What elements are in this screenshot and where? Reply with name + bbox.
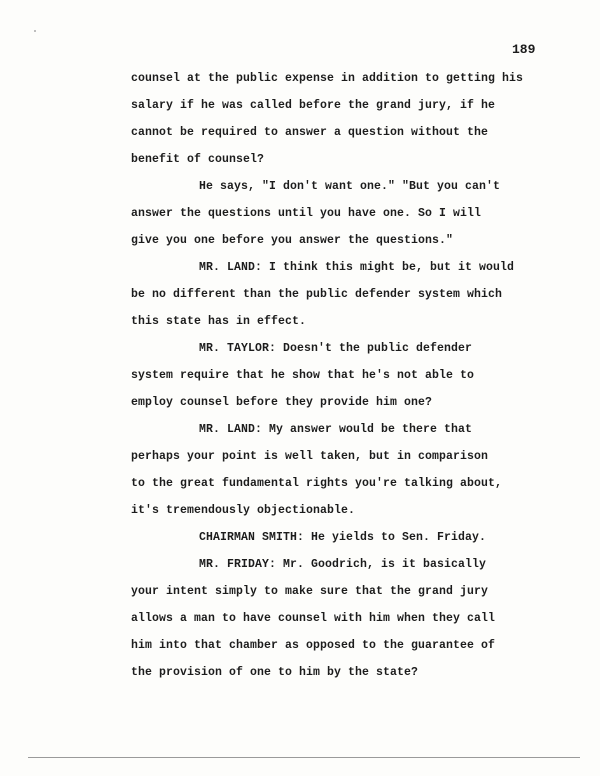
text-line: this state has in effect. [131,315,307,328]
text-line: He says, "I don't want one." "But you can't [199,180,501,193]
text-line: MR. FRIDAY: Mr. Goodrich, is it basically [199,558,487,571]
text-line: the provision of one to him by the state? [131,666,419,679]
text-line: it's tremendously objectionable. [131,504,356,517]
scan-speck [34,30,36,32]
text-line: MR. LAND: I think this might be, but it would [199,261,515,274]
text-line: be no different than the public defender system which [131,288,503,301]
text-line: to the great fundamental rights you're talking about, [131,477,503,490]
text-line: give you one before you answer the questions." [131,234,454,247]
text-line: cannot be required to answer a question without the [131,126,489,139]
text-line: counsel at the public expense in addition to getting his [131,72,524,85]
text-line: CHAIRMAN SMITH: He yields to Sen. Friday. [199,531,487,544]
text-line: your intent simply to make sure that the grand jury [131,585,489,598]
text-line: employ counsel before they provide him one? [131,396,433,409]
bottom-rule [28,757,580,758]
text-line: perhaps your point is well taken, but in comparison [131,450,489,463]
text-line: MR. TAYLOR: Doesn't the public defender [199,342,473,355]
text-line: MR. LAND: My answer would be there that [199,423,473,436]
page-number: 189 [512,42,536,57]
text-line: salary if he was called before the grand jury, if he [131,99,496,112]
text-line: benefit of counsel? [131,153,265,166]
text-line: allows a man to have counsel with him when they call [131,612,496,625]
text-line: him into that chamber as opposed to the guarantee of [131,639,496,652]
text-line: answer the questions until you have one. So I will [131,207,482,220]
text-line: system require that he show that he's not able to [131,369,475,382]
